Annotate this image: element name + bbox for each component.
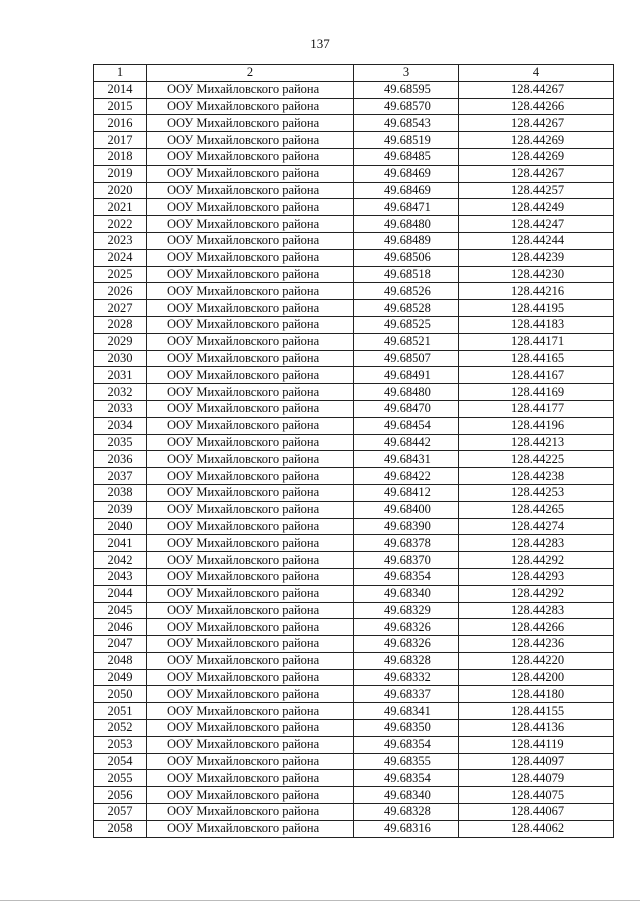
table-row xyxy=(94,367,614,384)
table-row xyxy=(94,249,614,266)
row-number-cell: 2035 xyxy=(94,434,147,451)
organization-cell: ООУ Михайловского района xyxy=(147,182,354,199)
longitude-cell: 128.44167 xyxy=(459,367,614,384)
organization-cell: ООУ Михайловского района xyxy=(147,518,354,535)
table-row xyxy=(94,165,614,182)
longitude-cell: 128.44239 xyxy=(459,249,614,266)
table-row xyxy=(94,384,614,401)
table-row xyxy=(94,115,614,132)
longitude-cell: 128.44200 xyxy=(459,669,614,686)
organization-cell: ООУ Михайловского района xyxy=(147,266,354,283)
longitude-cell: 128.44269 xyxy=(459,132,614,149)
latitude-cell: 49.68543 xyxy=(354,115,459,132)
column-header-3: 3 xyxy=(354,65,459,82)
latitude-cell: 49.68326 xyxy=(354,636,459,653)
longitude-cell: 128.44238 xyxy=(459,468,614,485)
page-number: 137 xyxy=(310,36,330,51)
table-row xyxy=(94,468,614,485)
table-row xyxy=(94,636,614,653)
table-row xyxy=(94,350,614,367)
longitude-cell: 128.44257 xyxy=(459,182,614,199)
row-number-cell: 2021 xyxy=(94,199,147,216)
longitude-cell: 128.44283 xyxy=(459,535,614,552)
table-row xyxy=(94,535,614,552)
row-number-cell: 2045 xyxy=(94,602,147,619)
table-row xyxy=(94,232,614,249)
latitude-cell: 49.68340 xyxy=(354,787,459,804)
table-row xyxy=(94,736,614,753)
longitude-cell: 128.44155 xyxy=(459,703,614,720)
organization-cell: ООУ Михайловского района xyxy=(147,501,354,518)
organization-cell: ООУ Михайловского района xyxy=(147,669,354,686)
latitude-cell: 49.68340 xyxy=(354,585,459,602)
organization-cell: ООУ Михайловского района xyxy=(147,720,354,737)
row-number-cell: 2056 xyxy=(94,787,147,804)
latitude-cell: 49.68350 xyxy=(354,720,459,737)
organization-cell: ООУ Михайловского района xyxy=(147,753,354,770)
table-row xyxy=(94,568,614,585)
table-row xyxy=(94,434,614,451)
organization-cell: ООУ Михайловского района xyxy=(147,736,354,753)
organization-cell: ООУ Михайловского района xyxy=(147,636,354,653)
latitude-cell: 49.68485 xyxy=(354,148,459,165)
longitude-cell: 128.44136 xyxy=(459,720,614,737)
row-number-cell: 2025 xyxy=(94,266,147,283)
table-row xyxy=(94,804,614,821)
organization-cell: ООУ Михайловского района xyxy=(147,417,354,434)
organization-cell: ООУ Михайловского района xyxy=(147,602,354,619)
latitude-cell: 49.68370 xyxy=(354,552,459,569)
table-row xyxy=(94,787,614,804)
longitude-cell: 128.44253 xyxy=(459,484,614,501)
longitude-cell: 128.44292 xyxy=(459,552,614,569)
organization-cell: ООУ Михайловского района xyxy=(147,686,354,703)
latitude-cell: 49.68595 xyxy=(354,81,459,98)
latitude-cell: 49.68442 xyxy=(354,434,459,451)
latitude-cell: 49.68519 xyxy=(354,132,459,149)
row-number-cell: 2020 xyxy=(94,182,147,199)
row-number-cell: 2057 xyxy=(94,804,147,821)
latitude-cell: 49.68422 xyxy=(354,468,459,485)
latitude-cell: 49.68480 xyxy=(354,384,459,401)
longitude-cell: 128.44075 xyxy=(459,787,614,804)
table-row xyxy=(94,266,614,283)
table-row xyxy=(94,602,614,619)
longitude-cell: 128.44266 xyxy=(459,619,614,636)
row-number-cell: 2017 xyxy=(94,132,147,149)
table-row xyxy=(94,686,614,703)
organization-cell: ООУ Михайловского района xyxy=(147,165,354,182)
row-number-cell: 2018 xyxy=(94,148,147,165)
table-row xyxy=(94,333,614,350)
row-number-cell: 2032 xyxy=(94,384,147,401)
longitude-cell: 128.44249 xyxy=(459,199,614,216)
organization-cell: ООУ Михайловского района xyxy=(147,300,354,317)
organization-cell: ООУ Михайловского района xyxy=(147,484,354,501)
organization-cell: ООУ Михайловского района xyxy=(147,787,354,804)
table-row xyxy=(94,669,614,686)
longitude-cell: 128.44293 xyxy=(459,568,614,585)
row-number-cell: 2052 xyxy=(94,720,147,737)
row-number-cell: 2039 xyxy=(94,501,147,518)
organization-cell: ООУ Михайловского района xyxy=(147,384,354,401)
latitude-cell: 49.68354 xyxy=(354,568,459,585)
longitude-cell: 128.44177 xyxy=(459,400,614,417)
organization-cell: ООУ Михайловского района xyxy=(147,249,354,266)
table-row xyxy=(94,820,614,837)
organization-cell: ООУ Михайловского района xyxy=(147,451,354,468)
row-number-cell: 2027 xyxy=(94,300,147,317)
latitude-cell: 49.68431 xyxy=(354,451,459,468)
row-number-cell: 2016 xyxy=(94,115,147,132)
row-number-cell: 2041 xyxy=(94,535,147,552)
table-row xyxy=(94,770,614,787)
longitude-cell: 128.44180 xyxy=(459,686,614,703)
longitude-cell: 128.44171 xyxy=(459,333,614,350)
organization-cell: ООУ Михайловского района xyxy=(147,652,354,669)
table-row xyxy=(94,98,614,115)
row-number-cell: 2022 xyxy=(94,216,147,233)
table-row xyxy=(94,552,614,569)
longitude-cell: 128.44292 xyxy=(459,585,614,602)
latitude-cell: 49.68470 xyxy=(354,400,459,417)
table-row xyxy=(94,199,614,216)
row-number-cell: 2050 xyxy=(94,686,147,703)
row-number-cell: 2038 xyxy=(94,484,147,501)
latitude-cell: 49.68341 xyxy=(354,703,459,720)
latitude-cell: 49.68355 xyxy=(354,753,459,770)
longitude-cell: 128.44267 xyxy=(459,165,614,182)
latitude-cell: 49.68491 xyxy=(354,367,459,384)
organization-cell: ООУ Михайловского района xyxy=(147,216,354,233)
latitude-cell: 49.68570 xyxy=(354,98,459,115)
row-number-cell: 2026 xyxy=(94,283,147,300)
longitude-cell: 128.44269 xyxy=(459,148,614,165)
row-number-cell: 2037 xyxy=(94,468,147,485)
longitude-cell: 128.44169 xyxy=(459,384,614,401)
organization-cell: ООУ Михайловского района xyxy=(147,770,354,787)
table-row xyxy=(94,283,614,300)
organization-cell: ООУ Михайловского района xyxy=(147,400,354,417)
table-row xyxy=(94,619,614,636)
latitude-cell: 49.68390 xyxy=(354,518,459,535)
longitude-cell: 128.44267 xyxy=(459,81,614,98)
latitude-cell: 49.68518 xyxy=(354,266,459,283)
longitude-cell: 128.44079 xyxy=(459,770,614,787)
organization-cell: ООУ Михайловского района xyxy=(147,468,354,485)
row-number-cell: 2031 xyxy=(94,367,147,384)
organization-cell: ООУ Михайловского района xyxy=(147,585,354,602)
organization-cell: ООУ Михайловского района xyxy=(147,98,354,115)
column-header-1: 1 xyxy=(94,65,147,82)
organization-cell: ООУ Михайловского района xyxy=(147,434,354,451)
latitude-cell: 49.68400 xyxy=(354,501,459,518)
latitude-cell: 49.68480 xyxy=(354,216,459,233)
latitude-cell: 49.68378 xyxy=(354,535,459,552)
row-number-cell: 2014 xyxy=(94,81,147,98)
latitude-cell: 49.68506 xyxy=(354,249,459,266)
latitude-cell: 49.68526 xyxy=(354,283,459,300)
table-row xyxy=(94,148,614,165)
row-number-cell: 2033 xyxy=(94,400,147,417)
latitude-cell: 49.68329 xyxy=(354,602,459,619)
row-number-cell: 2028 xyxy=(94,316,147,333)
table-row xyxy=(94,132,614,149)
table-row xyxy=(94,720,614,737)
organization-cell: ООУ Михайловского района xyxy=(147,132,354,149)
row-number-cell: 2055 xyxy=(94,770,147,787)
organization-cell: ООУ Михайловского района xyxy=(147,367,354,384)
row-number-cell: 2024 xyxy=(94,249,147,266)
latitude-cell: 49.68521 xyxy=(354,333,459,350)
latitude-cell: 49.68332 xyxy=(354,669,459,686)
longitude-cell: 128.44266 xyxy=(459,98,614,115)
table-body xyxy=(94,81,614,837)
latitude-cell: 49.68328 xyxy=(354,652,459,669)
row-number-cell: 2048 xyxy=(94,652,147,669)
organization-cell: ООУ Михайловского района xyxy=(147,316,354,333)
table-row xyxy=(94,417,614,434)
longitude-cell: 128.44267 xyxy=(459,115,614,132)
row-number-cell: 2036 xyxy=(94,451,147,468)
longitude-cell: 128.44067 xyxy=(459,804,614,821)
longitude-cell: 128.44165 xyxy=(459,350,614,367)
page-bottom-edge xyxy=(0,900,640,901)
row-number-cell: 2015 xyxy=(94,98,147,115)
latitude-cell: 49.68471 xyxy=(354,199,459,216)
longitude-cell: 128.44097 xyxy=(459,753,614,770)
row-number-cell: 2042 xyxy=(94,552,147,569)
organization-cell: ООУ Михайловского района xyxy=(147,81,354,98)
longitude-cell: 128.44062 xyxy=(459,820,614,837)
row-number-cell: 2058 xyxy=(94,820,147,837)
row-number-cell: 2040 xyxy=(94,518,147,535)
organization-cell: ООУ Михайловского района xyxy=(147,804,354,821)
latitude-cell: 49.68354 xyxy=(354,736,459,753)
latitude-cell: 49.68412 xyxy=(354,484,459,501)
latitude-cell: 49.68316 xyxy=(354,820,459,837)
table-row xyxy=(94,703,614,720)
longitude-cell: 128.44183 xyxy=(459,316,614,333)
table-row xyxy=(94,316,614,333)
row-number-cell: 2049 xyxy=(94,669,147,686)
organization-cell: ООУ Михайловского района xyxy=(147,350,354,367)
latitude-cell: 49.68326 xyxy=(354,619,459,636)
organization-cell: ООУ Михайловского района xyxy=(147,232,354,249)
row-number-cell: 2023 xyxy=(94,232,147,249)
table-row xyxy=(94,451,614,468)
organization-cell: ООУ Михайловского района xyxy=(147,619,354,636)
longitude-cell: 128.44236 xyxy=(459,636,614,653)
table-row xyxy=(94,400,614,417)
latitude-cell: 49.68525 xyxy=(354,316,459,333)
row-number-cell: 2034 xyxy=(94,417,147,434)
organization-cell: ООУ Михайловского района xyxy=(147,333,354,350)
longitude-cell: 128.44265 xyxy=(459,501,614,518)
longitude-cell: 128.44195 xyxy=(459,300,614,317)
longitude-cell: 128.44230 xyxy=(459,266,614,283)
column-header-2: 2 xyxy=(147,65,354,82)
latitude-cell: 49.68528 xyxy=(354,300,459,317)
table-row xyxy=(94,501,614,518)
table-row xyxy=(94,182,614,199)
row-number-cell: 2044 xyxy=(94,585,147,602)
table-header-row xyxy=(94,65,614,82)
table-row xyxy=(94,300,614,317)
table-row xyxy=(94,518,614,535)
latitude-cell: 49.68454 xyxy=(354,417,459,434)
longitude-cell: 128.44119 xyxy=(459,736,614,753)
organization-cell: ООУ Михайловского района xyxy=(147,552,354,569)
organization-cell: ООУ Михайловского района xyxy=(147,703,354,720)
table-row xyxy=(94,81,614,98)
longitude-cell: 128.44196 xyxy=(459,417,614,434)
longitude-cell: 128.44244 xyxy=(459,232,614,249)
table-row xyxy=(94,753,614,770)
row-number-cell: 2046 xyxy=(94,619,147,636)
organization-cell: ООУ Михайловского района xyxy=(147,568,354,585)
table-row xyxy=(94,652,614,669)
organization-cell: ООУ Михайловского района xyxy=(147,820,354,837)
longitude-cell: 128.44274 xyxy=(459,518,614,535)
organization-cell: ООУ Михайловского района xyxy=(147,199,354,216)
longitude-cell: 128.44213 xyxy=(459,434,614,451)
longitude-cell: 128.44216 xyxy=(459,283,614,300)
longitude-cell: 128.44220 xyxy=(459,652,614,669)
longitude-cell: 128.44225 xyxy=(459,451,614,468)
longitude-cell: 128.44283 xyxy=(459,602,614,619)
organization-cell: ООУ Михайловского района xyxy=(147,283,354,300)
row-number-cell: 2029 xyxy=(94,333,147,350)
coordinates-table xyxy=(93,64,614,838)
row-number-cell: 2053 xyxy=(94,736,147,753)
organization-cell: ООУ Михайловского района xyxy=(147,115,354,132)
row-number-cell: 2043 xyxy=(94,568,147,585)
row-number-cell: 2051 xyxy=(94,703,147,720)
table-row xyxy=(94,484,614,501)
latitude-cell: 49.68328 xyxy=(354,804,459,821)
row-number-cell: 2019 xyxy=(94,165,147,182)
longitude-cell: 128.44247 xyxy=(459,216,614,233)
row-number-cell: 2054 xyxy=(94,753,147,770)
latitude-cell: 49.68354 xyxy=(354,770,459,787)
latitude-cell: 49.68469 xyxy=(354,182,459,199)
latitude-cell: 49.68507 xyxy=(354,350,459,367)
table-row xyxy=(94,216,614,233)
organization-cell: ООУ Михайловского района xyxy=(147,535,354,552)
row-number-cell: 2030 xyxy=(94,350,147,367)
latitude-cell: 49.68469 xyxy=(354,165,459,182)
latitude-cell: 49.68489 xyxy=(354,232,459,249)
column-header-4: 4 xyxy=(459,65,614,82)
organization-cell: ООУ Михайловского района xyxy=(147,148,354,165)
row-number-cell: 2047 xyxy=(94,636,147,653)
latitude-cell: 49.68337 xyxy=(354,686,459,703)
table-row xyxy=(94,585,614,602)
